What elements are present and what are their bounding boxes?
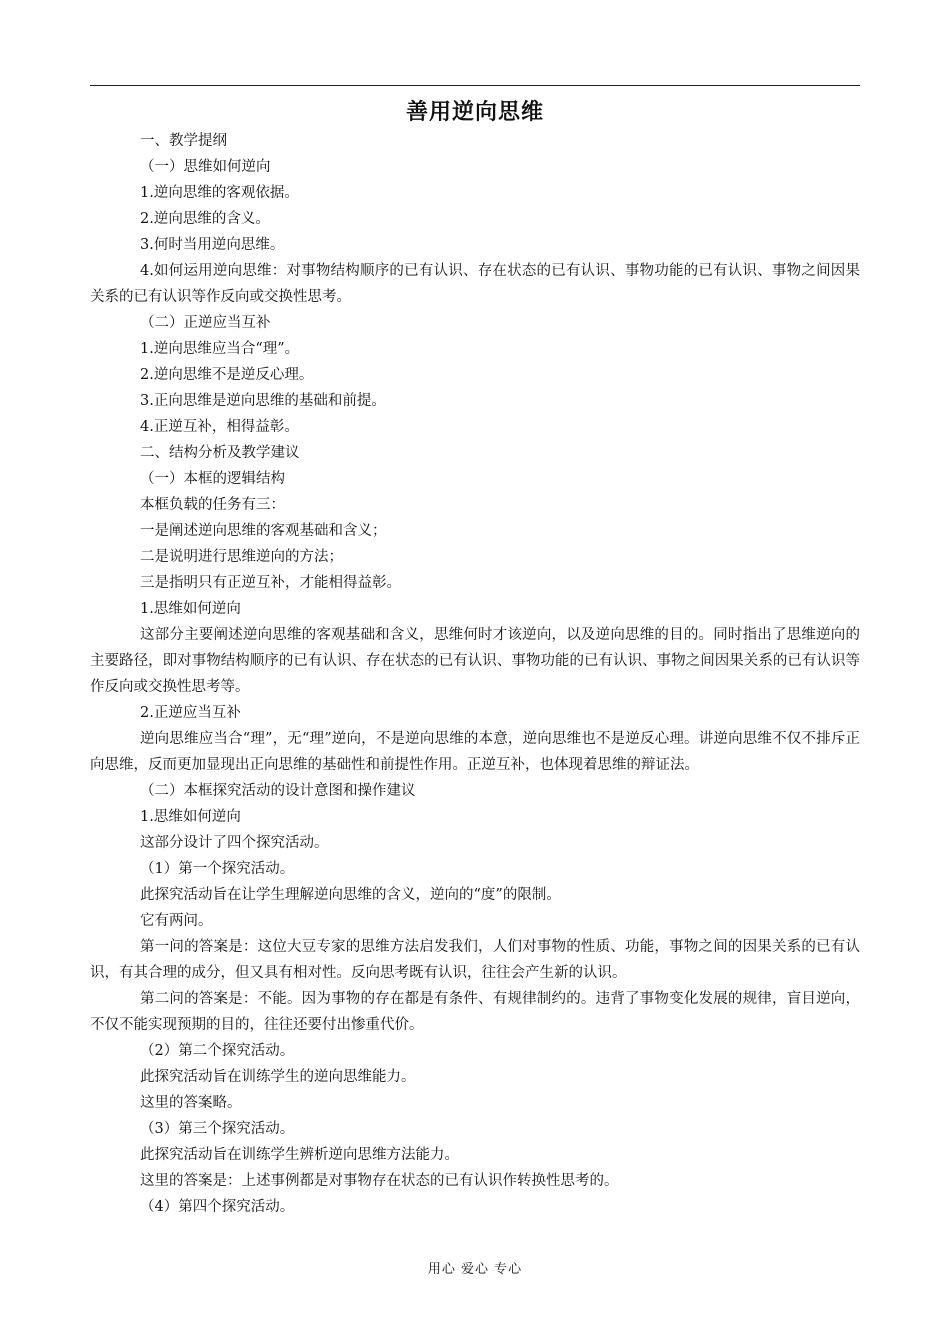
paragraph: 1.逆向思维应当合“理”。 xyxy=(140,341,300,357)
paragraph: 1.思维如何逆向 xyxy=(140,601,241,617)
paragraph: （2）第二个探究活动。 xyxy=(140,1043,295,1059)
paragraph: 三是指明只有正逆互补，才能相得益彰。 xyxy=(140,575,401,591)
page-footer: 用心 爱心 专心 xyxy=(427,1262,523,1277)
paragraph: （1）第一个探究活动。 xyxy=(140,861,295,877)
paragraph: 4.如何运用逆向思维：对事物结构顺序的已有认识、存在状态的已有认识、事物功能的已有认识、事物之间因果关系的已有认识等作反向或交换性思考。 xyxy=(90,263,860,305)
paragraph: 二是说明进行思维逆向的方法； xyxy=(140,549,343,565)
paragraph: 第一问的答案是：这位大豆专家的思维方法启发我们，人们对事物的性质、功能，事物之间的因果关系的已有认识，有其合理的成分，但又具有相对性。反向思考既有认识，往往会产生新的认识。 xyxy=(90,939,860,981)
paragraph: 此探究活动旨在训练学生辨析逆向思维方法能力。 xyxy=(140,1147,459,1163)
paragraph: 这部分设计了四个探究活动。 xyxy=(140,835,329,851)
paragraph: 3.何时当用逆向思维。 xyxy=(140,237,285,253)
paragraph: 一是阐述逆向思维的客观基础和含义； xyxy=(140,523,387,539)
paragraph: 1.逆向思维的客观依据。 xyxy=(140,185,299,201)
paragraph: 这里的答案略。 xyxy=(140,1095,242,1111)
document-title: 善用逆向思维 xyxy=(405,100,544,125)
paragraph: （二）本框探究活动的设计意图和操作建议 xyxy=(140,783,416,799)
paragraph: 这部分主要阐述逆向思维的客观基础和含义，思维何时才该逆向，以及逆向思维的目的。同时指出了思维逆向的主要路径，即对事物结构顺序的已有认识、存在状态的已有认识、事物功能的已有认识、事物之间因果关系的已有认识等作反向或交换性思考等。 xyxy=(90,627,860,695)
paragraph: 2.正逆应当互补 xyxy=(140,705,241,721)
header-rule xyxy=(90,85,860,86)
paragraph: 3.正向思维是逆向思维的基础和前提。 xyxy=(140,393,386,409)
paragraph: （二）正逆应当互补 xyxy=(140,315,271,331)
paragraph: 4.正逆互补，相得益彰。 xyxy=(140,419,299,435)
paragraph: 它有两问。 xyxy=(140,913,213,929)
paragraph: （4）第四个探究活动。 xyxy=(140,1199,295,1215)
paragraph: 逆向思维应当合“理”，无“理”逆向，不是逆向思维的本意，逆向思维也不是逆反心理。讲逆向思维不仅不排斥正向思维，反而更加显现出正向思维的基础性和前提性作用。正逆互补，也体现着思维的辩证法。 xyxy=(90,731,860,773)
paragraph: 本框负载的任务有三： xyxy=(140,497,285,513)
paragraph: 此探究活动旨在训练学生的逆向思维能力。 xyxy=(140,1069,416,1085)
paragraph: 这里的答案是：上述事例都是对事物存在状态的已有认识作转换性思考的。 xyxy=(140,1173,619,1189)
paragraph: （一）本框的逻辑结构 xyxy=(140,471,285,487)
paragraph: 1.思维如何逆向 xyxy=(140,809,241,825)
paragraph: 2.逆向思维的含义。 xyxy=(140,211,270,227)
paragraph: 2.逆向思维不是逆反心理。 xyxy=(140,367,314,383)
paragraph: 一、教学提纲 xyxy=(140,133,227,149)
paragraph: （3）第三个探究活动。 xyxy=(140,1121,295,1137)
paragraph: 此探究活动旨在让学生理解逆向思维的含义，逆向的“度”的限制。 xyxy=(140,887,561,903)
document-body xyxy=(90,128,860,1220)
paragraph: （一）思维如何逆向 xyxy=(140,159,271,175)
paragraph: 第二问的答案是：不能。因为事物的存在都是有条件、有规律制约的。违背了事物变化发展的规律，盲目逆向，不仅不能实现预期的目的，往往还要付出惨重代价。 xyxy=(90,991,860,1033)
paragraph: 二、结构分析及教学建议 xyxy=(140,445,300,461)
